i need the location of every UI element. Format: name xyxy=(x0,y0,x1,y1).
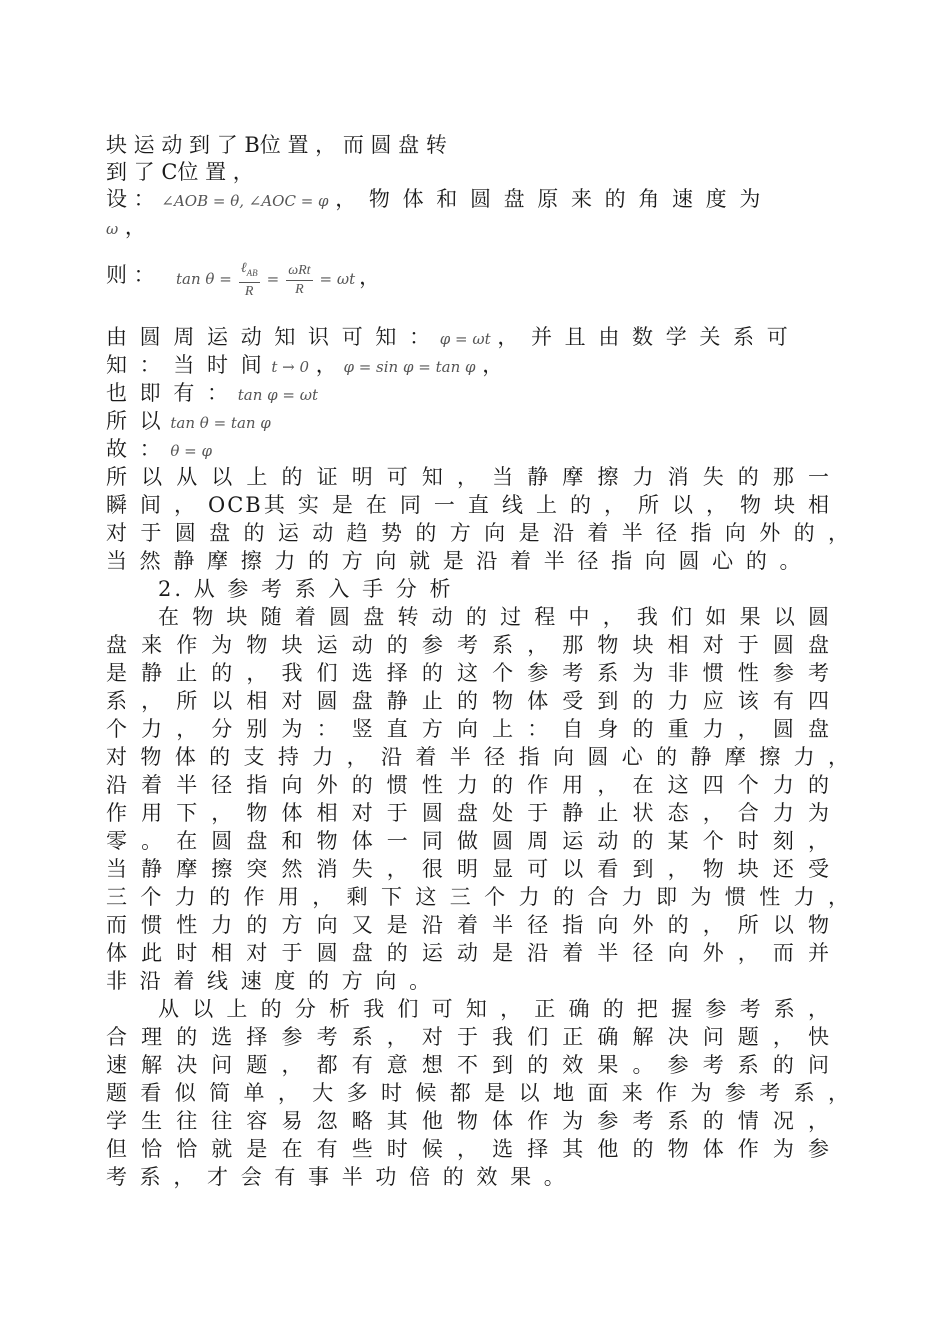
text-line: 由 圆 周 运 动 知 识 可 知 ： φ = ωt ， 并 且 由 数 学 关 系 可 xyxy=(106,325,791,349)
math-expression: ω xyxy=(106,220,119,238)
paragraph-line: 学 生 往 往 容 易 忽 略 其 他 物 体 作 为 参 考 系 的 情 况 ， xyxy=(106,1109,831,1133)
math-expression: tan φ = ωt xyxy=(237,386,318,404)
paragraph-line: 系 ， 所 以 相 对 圆 盘 静 止 的 物 体 受 到 的 力 应 该 有 四 xyxy=(106,689,831,713)
paragraph-line: 所 以 从 以 上 的 证 明 可 知 ， 当 静 摩 擦 力 消 失 的 那 一 xyxy=(106,465,831,489)
equation-tan-theta xyxy=(176,260,380,301)
text-line xyxy=(106,186,831,214)
fraction-numerator: ℓ$_{AB}$ xyxy=(239,260,260,283)
paragraph-line: 对 于 圆 盘 的 运 动 趋 势 的 方 向 是 沿 着 半 径 指 向 外 的 ， xyxy=(106,521,851,545)
text-line: 则 ： xyxy=(106,263,155,287)
text-line xyxy=(106,214,146,242)
fraction xyxy=(286,262,312,299)
section-heading: 2. 从 参 考 系 入 手 分 析 xyxy=(158,577,454,601)
fraction-numerator: ωRt xyxy=(286,262,312,281)
paragraph-line: 但 恰 恰 就 是 在 有 些 时 候 ， 选 择 其 他 的 物 体 作 为 参 xyxy=(106,1137,831,1161)
paragraph-line: 瞬 间 ， OCB其 实 是 在 同 一 直 线 上 的 ， 所 以 ， 物 块 相 xyxy=(106,493,831,517)
paragraph-line: 当 静 摩 擦 突 然 消 失 ， 很 明 显 可 以 看 到 ， 物 块 还 受 xyxy=(106,857,831,881)
math-expression: = xyxy=(266,270,280,289)
math-expression: tan θ = xyxy=(176,270,232,289)
paragraph-line: 非 沿 着 线 速 度 的 方 向 。 xyxy=(106,969,434,993)
paragraph-line: 对 物 体 的 支 持 力 ， 沿 着 半 径 指 向 圆 心 的 静 摩 擦 力 ， xyxy=(106,745,851,769)
paragraph-line: 是 静 止 的 ， 我 们 选 择 的 这 个 参 考 系 为 非 惯 性 参 考 xyxy=(106,661,831,685)
paragraph-line: 在 物 块 随 着 圆 盘 转 动 的 过 程 中 ， 我 们 如 果 以 圆 xyxy=(158,605,831,629)
text-line: 知 ： 当 时 间 t → 0 ， φ = sin φ = tan φ ， xyxy=(106,353,504,377)
paragraph-line: 沿 着 半 径 指 向 外 的 惯 性 力 的 作 用 ， 在 这 四 个 力 的 xyxy=(106,773,831,797)
paragraph-line: 从 以 上 的 分 析 我 们 可 知 ， 正 确 的 把 握 参 考 系 ， xyxy=(158,997,831,1021)
text-line: 故 ： θ = φ xyxy=(106,437,213,461)
paragraph-line: 个 力 ， 分 别 为 ： 竖 直 方 向 上 ： 自 身 的 重 力 ， 圆 盘 xyxy=(106,717,831,741)
math-expression: φ = ωt xyxy=(439,330,491,348)
text-line: 到 了 C位 置 ， xyxy=(106,160,254,184)
math-expression: θ = φ xyxy=(170,442,213,460)
math-expression: ∠AOB = θ, ∠AOC = φ xyxy=(161,192,329,210)
fraction xyxy=(239,260,260,301)
paragraph-line: 题 看 似 简 单 ， 大 多 时 候 都 是 以 地 面 来 作 为 参 考 系 ， xyxy=(106,1081,851,1105)
paragraph-line: 三 个 力 的 作 用 ， 剩 下 这 三 个 力 的 合 力 即 为 惯 性 力 ， xyxy=(106,885,851,909)
paragraph-line: 合 理 的 选 择 参 考 系 ， 对 于 我 们 正 确 解 决 问 题 ， 快 xyxy=(106,1025,831,1049)
text-span: ， 物 体 和 圆 盘 原 来 的 角 速 度 为 xyxy=(335,187,764,211)
math-expression: φ = sin φ = tan φ xyxy=(343,358,476,376)
text-span: ， xyxy=(124,215,146,239)
text-line: 所 以 tan θ = tan φ xyxy=(106,409,271,433)
paragraph-line: 速 解 决 问 题 ， 都 有 意 想 不 到 的 效 果 。 参 考 系 的 问 xyxy=(106,1053,831,1077)
text-line: 也 即 有 ： tan φ = ωt xyxy=(106,381,318,405)
label-text: 设 ： xyxy=(106,187,155,211)
paragraph-line: 考 系 ， 才 会 有 事 半 功 倍 的 效 果 。 xyxy=(106,1165,568,1189)
math-expression: t → 0 xyxy=(271,358,310,376)
math-expression: tan θ = tan φ xyxy=(170,414,271,432)
fraction-denominator: R xyxy=(244,283,254,299)
paragraph-line: 作 用 下 ， 物 体 相 对 于 圆 盘 处 于 静 止 状 态 ， 合 力 为 xyxy=(106,801,831,825)
paragraph-line: 而 惯 性 力 的 方 向 又 是 沿 着 半 径 指 向 外 的 ， 所 以 物 xyxy=(106,913,831,937)
paragraph-line: 零 。 在 圆 盘 和 物 体 一 同 做 圆 周 运 动 的 某 个 时 刻 ， xyxy=(106,829,831,853)
paragraph-line: 体 此 时 相 对 于 圆 盘 的 运 动 是 沿 着 半 径 向 外 ， 而 并 xyxy=(106,941,831,965)
paragraph-line: 当 然 静 摩 擦 力 的 方 向 就 是 沿 着 半 径 指 向 圆 心 的 。 xyxy=(106,549,804,573)
math-expression: = ωt xyxy=(319,270,356,289)
paragraph-line: 盘 来 作 为 物 块 运 动 的 参 考 系 ， 那 物 块 相 对 于 圆 盘 xyxy=(106,633,831,657)
text-span: ， xyxy=(359,265,381,290)
text-line: 块 运 动 到 了 B位 置 ， 而 圆 盘 转 xyxy=(106,133,447,157)
fraction-denominator: R xyxy=(295,281,304,297)
